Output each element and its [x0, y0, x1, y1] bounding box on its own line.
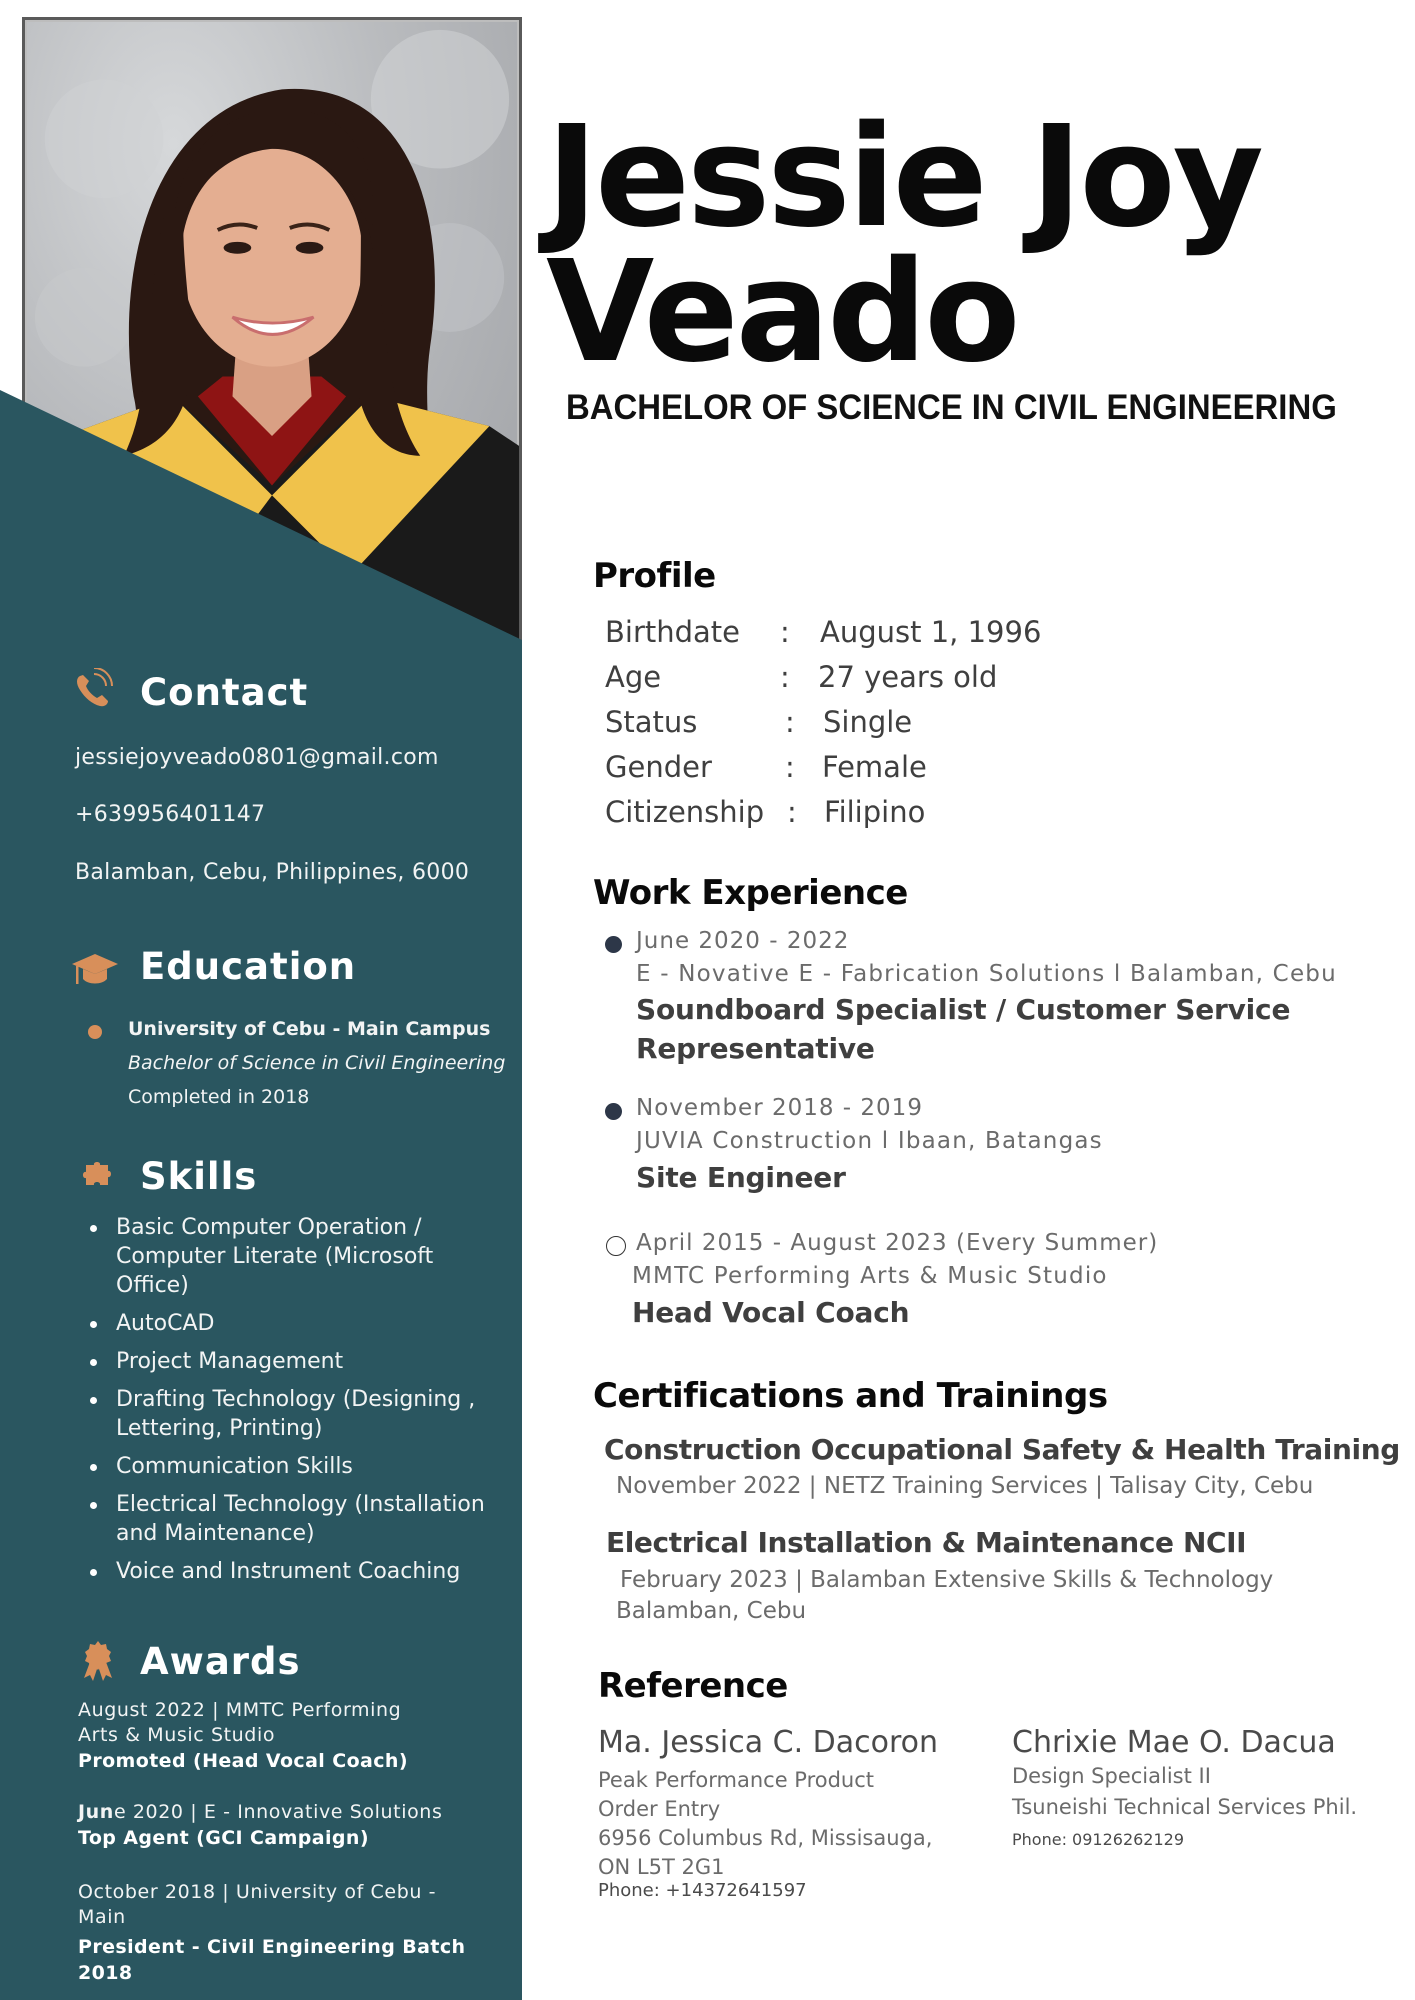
contact-heading: Contact: [140, 671, 309, 714]
job-company: E - Novative E - Fabrication Solutions l Balamban, Cebu: [636, 961, 1337, 987]
cert-meta: February 2023 | Balamban Extensive Skills & Technology: [620, 1567, 1274, 1593]
work-experience-heading: Work Experience: [593, 873, 908, 913]
profile-value: Female: [822, 750, 927, 784]
profile-separator: :: [780, 615, 790, 649]
award-meta: October 2018 | University of Cebu -: [78, 1881, 437, 1903]
candidate-name: [546, 96, 1261, 394]
timeline-bullet-hollow-icon: [606, 1236, 626, 1256]
job-title: Head Vocal Coach: [632, 1296, 910, 1329]
timeline-bullet-icon: [605, 1103, 622, 1120]
skill-item: Project Management: [90, 1347, 510, 1376]
reference-line: ON L5T 2G1: [598, 1855, 725, 1879]
reference-name: Chrixie Mae O. Dacua: [1012, 1725, 1336, 1760]
award-title: President - Civil Engineering Batch 2018: [78, 1936, 466, 1984]
profile-separator: :: [787, 795, 797, 829]
timeline-bullet-icon: [605, 936, 622, 953]
award-meta: Main: [78, 1906, 126, 1928]
education-bullet-icon: [88, 1025, 102, 1039]
job-date: June 2020 - 2022: [636, 928, 850, 954]
reference-phone[interactable]: Phone: 09126262129: [1012, 1830, 1185, 1849]
cert-title: Electrical Installation & Maintenance NCII: [606, 1526, 1247, 1559]
profile-label: Status: [605, 705, 698, 739]
reference-line: Peak Performance Product: [598, 1768, 875, 1792]
degree-title: BACHELOR OF SCIENCE IN CIVIL ENGINEERING: [566, 388, 1337, 427]
profile-value: 27 years old: [818, 660, 998, 694]
job-company: JUVIA Construction l Ibaan, Batangas: [636, 1128, 1103, 1154]
award-meta: August 2022 | MMTC Performing: [78, 1699, 402, 1721]
profile-separator: :: [785, 705, 795, 739]
reference-phone[interactable]: Phone: +14372641597: [598, 1880, 807, 1901]
job-title: Site Engineer: [636, 1161, 846, 1194]
job-date: April 2015 - August 2023 (Every Summer): [636, 1230, 1159, 1256]
profile-label: Citizenship: [605, 795, 765, 829]
award-meta-rest: e 2020 | E - Innovative Solutions: [113, 1801, 443, 1823]
reference-line: Order Entry: [598, 1797, 721, 1821]
profile-label: Birthdate: [605, 615, 741, 649]
puzzle-icon: [78, 1155, 120, 1199]
profile-heading: Profile: [593, 556, 716, 596]
profile-label: Gender: [605, 750, 712, 784]
name-line-2: Veado: [546, 231, 1018, 394]
phone-icon: [72, 668, 120, 712]
profile-value: Single: [823, 705, 913, 739]
graduation-cap-icon: [70, 950, 120, 994]
award-meta-bold: Jun: [78, 1801, 114, 1823]
award-title: Promoted (Head Vocal Coach): [78, 1750, 408, 1772]
skills-list: [90, 1213, 510, 1595]
award-meta: Arts & Music Studio: [78, 1724, 276, 1746]
skill-item: Voice and Instrument Coaching: [90, 1557, 510, 1586]
contact-address: Balamban, Cebu, Philippines, 6000: [75, 860, 470, 885]
profile-value: Filipino: [824, 795, 926, 829]
profile-value: August 1, 1996: [820, 615, 1042, 649]
job-company: MMTC Performing Arts & Music Studio: [632, 1263, 1108, 1289]
contact-phone[interactable]: +639956401147: [75, 802, 266, 827]
award-title: Top Agent (GCI Campaign): [78, 1827, 369, 1849]
reference-line: Design Specialist II: [1012, 1764, 1211, 1788]
skill-item: AutoCAD: [90, 1309, 510, 1338]
award-item: [78, 1880, 508, 1986]
reference-line: Tsuneishi Technical Services Phil.: [1012, 1795, 1358, 1819]
profile-label: Age: [605, 660, 662, 694]
education-heading: Education: [140, 945, 357, 988]
award-meta: [78, 1800, 508, 1825]
award-ribbon-icon: [80, 1640, 116, 1682]
cert-meta: November 2022 | NETZ Training Services | Talisay City, Cebu: [616, 1473, 1314, 1499]
award-item: [78, 1800, 508, 1851]
profile-separator: :: [785, 750, 795, 784]
awards-heading: Awards: [140, 1640, 301, 1683]
skill-item: Drafting Technology (Designing , Lettering, Printing): [90, 1385, 510, 1443]
name-line-1: Jessie Joy: [546, 96, 1261, 259]
education-completed: Completed in 2018: [128, 1086, 310, 1108]
skill-item: Electrical Technology (Installation and Maintenance): [90, 1490, 510, 1548]
reference-name: Ma. Jessica C. Dacoron: [598, 1725, 939, 1760]
cert-meta: Balamban, Cebu: [616, 1598, 807, 1624]
profile-separator: :: [780, 660, 790, 694]
certifications-heading: Certifications and Trainings: [593, 1376, 1108, 1416]
reference-heading: Reference: [598, 1666, 788, 1706]
reference-line: 6956 Columbus Rd, Missisauga,: [598, 1826, 933, 1850]
job-date: November 2018 - 2019: [636, 1095, 923, 1121]
contact-email[interactable]: jessiejoyveado0801@gmail.com: [75, 745, 439, 770]
job-title: Soundboard Specialist / Customer Service Representative: [636, 993, 1291, 1065]
education-degree: Bachelor of Science in Civil Engineering: [128, 1052, 506, 1074]
cert-title: Construction Occupational Safety & Health Training: [604, 1433, 1400, 1466]
skill-item: Communication Skills: [90, 1452, 510, 1481]
skills-heading: Skills: [140, 1155, 258, 1198]
award-item: [78, 1698, 508, 1774]
skill-item: Basic Computer Operation / Computer Literate (Microsoft Office): [90, 1213, 510, 1300]
education-school: University of Cebu - Main Campus: [128, 1018, 491, 1040]
